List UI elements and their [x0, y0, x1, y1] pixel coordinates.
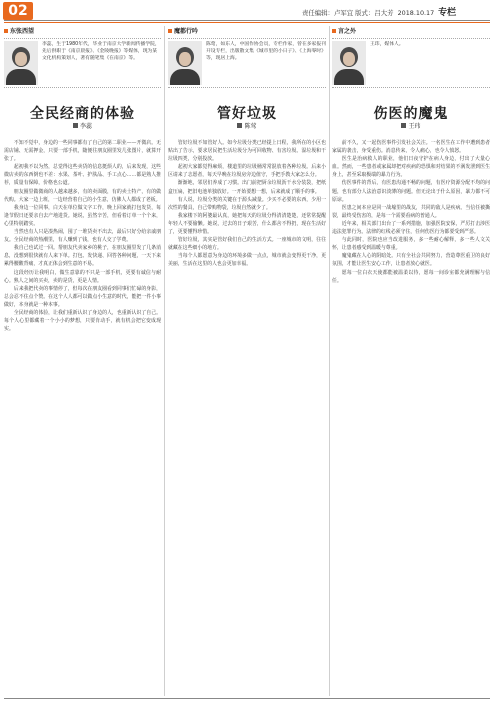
paragraph: 当每个人都愿意为身边的环境多做一点点，城市就会变得更干净，更美丽，生活在这里的人也会更加幸福。 — [168, 253, 326, 268]
author-photo — [332, 41, 366, 85]
paragraph: 朋友圈里做微商的人越来越多，有的卖面膜，有的卖土特产，有的做代购。大家一边上班，一边经营着自己的小生意，仿佛人人都成了老板。 — [4, 188, 161, 203]
paragraph: 起初大家都觉得麻烦，楼道里的垃圾桶常常混放着各种垃圾。后来小区请来了志愿者，每天早晚在垃圾房旁边值守，手把手教大家怎么分。 — [168, 164, 326, 179]
column-tag-label: 东张西望 — [10, 28, 35, 35]
author-bio: 李蕊，生于1980年代，毕业于南京大学新闻传播学院，先后供职于《南京晨报》、《金陵晚报》等媒体，现为某文化机构策划人，著有随笔集《在南京》等。 — [42, 42, 160, 62]
column-divider — [329, 26, 330, 696]
bullet-icon — [4, 29, 8, 33]
paragraph: 渐渐地，邻居们养成了习惯。出门前把厨余垃圾沥干水分装袋，把纸盒压扁，把旧电池单独放好。一开始要想一想，后来就成了顺手的事。 — [168, 180, 326, 195]
article-body — [4, 139, 161, 667]
issue-date: 2018.10.17 — [397, 9, 435, 17]
article-byline — [332, 122, 490, 132]
author-photo — [4, 41, 38, 85]
paragraph: 我家楼下的阿婆最认真，她把每天的垃圾分得清清楚楚，还常常提醒年轻人不要偷懒。她说，过去的日子艰苦，什么都舍不得扔，现在生活好了，更要懂得珍惜。 — [168, 212, 326, 236]
page-number-badge: 02 — [3, 2, 33, 20]
paragraph: 伤医事件的背后，有医患沟通不畅的问题，有医疗资源分配不均的问题，也有部分人法治意识淡薄的问题。但无论出于什么原因，暴力都不可原谅。 — [332, 180, 490, 203]
column-tag — [168, 27, 326, 36]
paragraph: 有人说，垃圾分类的关键在于源头减量。少买不必要的东西，少用一次性的餐具，自己带购物袋，垃圾自然就少了。 — [168, 196, 326, 211]
section-name: 专栏 — [438, 8, 457, 18]
paragraph: 全民经商的体验，让我们重新认识了身边的人，也重新认识了自己。每个人心里都藏着一个小小的梦想，只要肯动手，就有机会把它变成现实。 — [4, 309, 161, 333]
article-title: 管好垃圾 — [217, 106, 277, 122]
byline-name: 陈莺 — [244, 123, 257, 130]
paragraph: 这段经历让我明白，做生意靠的不只是一部手机，更要有诚信与耐心。熟人之间的买卖，卖的是货，更是人情。 — [4, 269, 161, 284]
paragraph: 愿每一位白衣天使都能被温柔以待，愿每一间诊室都充满理解与信任。 — [332, 269, 490, 284]
paragraph: 近年来，相关部门出台了一系列措施，加强医院安保，严厉打击涉医违法犯罪行为。法律的红线必须守住，任何伤医行为都要受到严惩。 — [332, 220, 490, 236]
byline-name: 李蕊 — [79, 123, 92, 130]
bullet-icon — [168, 29, 172, 33]
page-header-band — [0, 0, 494, 22]
page-header-info — [302, 5, 456, 18]
paragraph: 魔鬼藏在人心的阴暗处。只有全社会共同努力，营造尊医重卫的良好氛围，才能让医生安心工作，让患者放心就医。 — [332, 253, 490, 268]
article-byline — [168, 122, 326, 132]
author-profile — [168, 38, 326, 88]
author-profile — [332, 38, 490, 88]
paragraph: 起初我不以为然，总觉得这些卖货的信息挺烦人的，后来发现，这些微店卖的东西倒也不差：水果、茶叶、护肤品、手工点心……都是熟人推荐，质量有保障，价格也公道。 — [4, 164, 161, 187]
author-bio: 陈莺，如东人，中国作协会员，专栏作家，曾在多家报刊开设专栏，出版散文集《城市里的小日子》、《上海零时》等，现居上海。 — [206, 42, 326, 62]
author-bio: 王玮，媒体人。 — [370, 42, 404, 47]
article-body — [168, 139, 326, 667]
column-3 — [332, 26, 490, 696]
footer-rule — [4, 698, 490, 699]
paragraph: 医生是治病救人的职业，他们日夜守护在病人身边，付出了大量心血。然而，一些患者或家属却把对疾病的恐惧和对结果的不满发泄到医生身上，甚至采取极端的暴力行为。 — [332, 156, 490, 179]
paragraph: 后来我把代卖的事情停了，但每次在朋友圈看到同事们忙碌的身影，总会忍不住点个赞。在这个人人都可以做点小生意的时代，能把一件小事做好，本身就是一种本事。 — [4, 285, 161, 308]
byline-name: 王玮 — [408, 123, 421, 130]
paragraph: 当然也有人只是凑热闹，囤了一堆货卖不出去，最后只好分给亲戚朋友。全民经商的热潮里，有人赚到了钱，也有人交了学费。 — [4, 229, 161, 244]
paragraph: 管好垃圾不如管好人。如今垃圾分类已经提上日程，我所在的小区也贴出了告示，要求居民把生活垃圾分为可回收物、有害垃圾、湿垃圾和干垃圾四类，分别投放。 — [168, 140, 326, 163]
bullet-icon — [332, 29, 336, 33]
article-byline — [4, 122, 161, 132]
column-tag-label: 言之外 — [338, 28, 357, 35]
article-body — [332, 139, 490, 667]
byline-marker-icon — [401, 123, 406, 128]
editors-credit: 责任编辑：卢军宜 版式：吕大芳 — [302, 9, 394, 17]
paragraph: 我自己也试过一回。帮朋友代卖家乡的桃子，在朋友圈里发了几条消息，没想到很快就有人来下单。打包、发快递、回答各种问题，一天下来累得腰酸背痛，才真正体会到生意的不易。 — [4, 245, 161, 268]
paragraph: 前不久，又一起伤医事件引发社会关注。一名医生在工作中遭到患者家属的袭击，身受重伤。消息传来，令人痛心，也令人愤怒。 — [332, 140, 490, 155]
column-2 — [168, 26, 326, 696]
column-tag — [4, 27, 161, 36]
byline-marker-icon — [237, 123, 242, 128]
byline-marker-icon — [73, 123, 78, 128]
paragraph: 与此同时，医院也应当改进服务，多一些耐心解释，多一些人文关怀，让患者感受到温暖与尊重。 — [332, 237, 490, 252]
column-1 — [4, 26, 161, 696]
column-divider — [164, 26, 165, 696]
column-tag — [332, 27, 490, 36]
paragraph: 管好垃圾，其实是管好我们自己的生活方式。一座城市的文明，往往就藏在这些细小的地方。 — [168, 237, 326, 252]
header-accent-rule — [4, 22, 490, 23]
article-title: 全民经商的体验 — [30, 106, 135, 122]
author-profile — [4, 38, 161, 88]
paragraph: 我身边一位同事，白天在单位做文字工作，晚上回家就打包发货，每逢节假日还要亲自去产地进货。她说，虽然辛苦，但看着订单一个个来，心里特别踏实。 — [4, 204, 161, 227]
paragraph: 医患之间本应是同一战壕里的战友，共同的敌人是疾病。当信任被撕裂，最终受伤害的，是每一个需要看病的普通人。 — [332, 204, 490, 219]
author-photo — [168, 41, 202, 85]
column-tag-label: 魔都行吟 — [174, 28, 199, 35]
header-rule — [4, 20, 490, 21]
paragraph: 不知不觉中，身边的一些同事都有了自己的第二职业——开微店。无需店铺、无需押金，只要一部手机，随便往朋友圈里发几张图片，就算开张了。 — [4, 140, 161, 163]
article-title: 伤医的魔鬼 — [373, 106, 449, 122]
